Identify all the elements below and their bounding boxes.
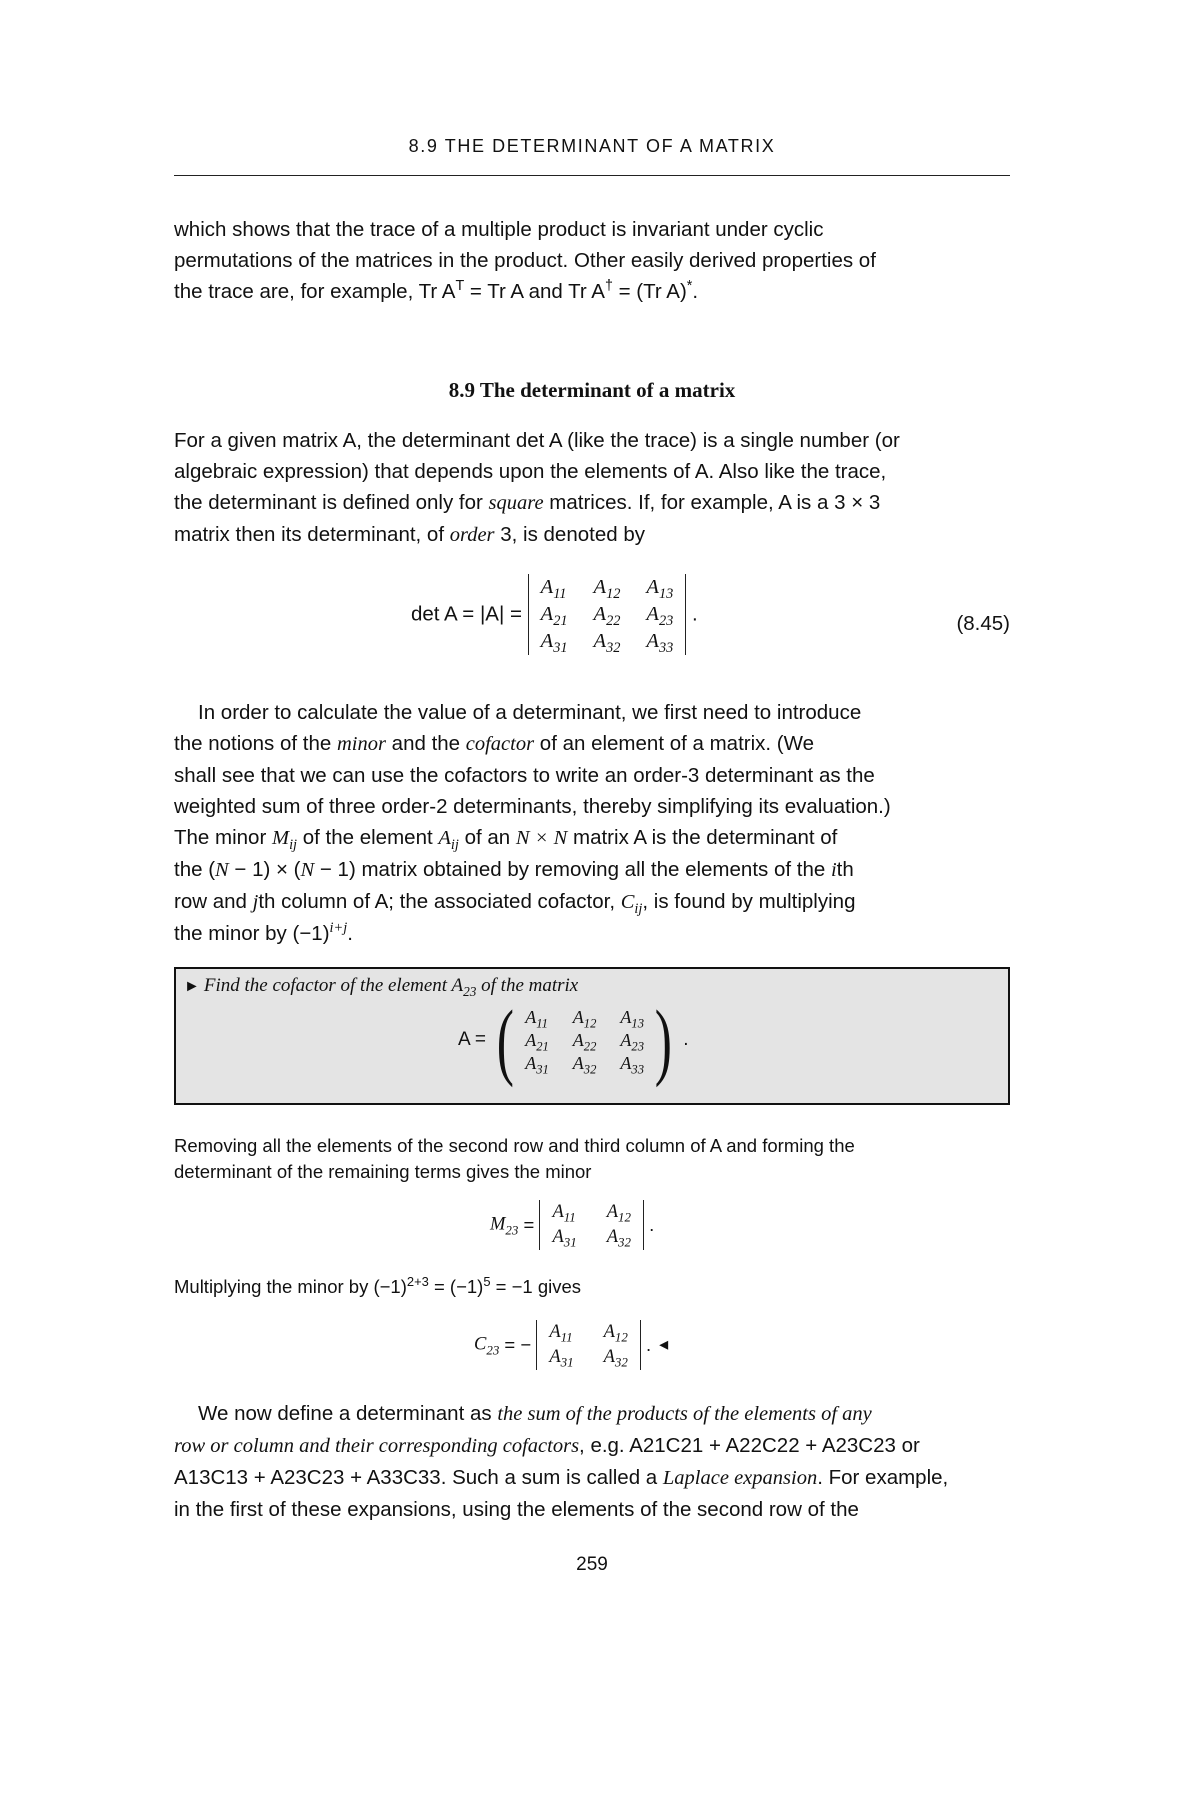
text-line: Removing all the elements of the second row and third column of A and forming the bbox=[174, 1135, 855, 1156]
worked-example-box bbox=[174, 967, 1010, 1105]
matrix-element: $A_{33}$ bbox=[620, 1052, 644, 1077]
matrix-element: $A_{23}$ bbox=[646, 603, 674, 630]
equation-number: (8.45) bbox=[956, 612, 1010, 635]
matrix-element: $A_{12}$ bbox=[606, 1202, 631, 1225]
text-line: in the first of these expansions, using the elements of the second row of the bbox=[174, 1498, 859, 1521]
triangle-right-icon: ► bbox=[184, 978, 200, 995]
text-line: algebraic expression) that depends upon the elements of A. Also like the trace, bbox=[174, 460, 887, 483]
matrix-element: $A_{31}$ bbox=[525, 1052, 549, 1077]
matrix-element: $A_{23}$ bbox=[620, 1029, 644, 1054]
matrix-3x3 bbox=[525, 1006, 644, 1077]
solution-text-2 bbox=[174, 1274, 1010, 1300]
matrix-element: $A_{33}$ bbox=[646, 630, 674, 657]
text-line: the (N − 1) × (N − 1) matrix obtained by removing all the elements of the ith bbox=[174, 858, 854, 881]
intro-paragraph bbox=[174, 214, 1010, 307]
header-rule bbox=[174, 175, 1010, 176]
equation-lhs: det A = |A| = bbox=[411, 602, 522, 626]
matrix-element: $A_{11}$ bbox=[525, 1006, 548, 1031]
page-number: 259 bbox=[576, 1554, 608, 1575]
text-line: permutations of the matrices in the product. Other easily derived properties of bbox=[174, 249, 876, 272]
text-line: matrix then its determinant, of order 3, is denoted by bbox=[174, 523, 645, 546]
text-line: Multiplying the minor by $(-1)^{2+3} = (-1)^5 = -1$ gives bbox=[174, 1273, 582, 1297]
cofactor-equation: $C_{23}$ = − $A_{11}$ $A_{12}$ $A_{31}$ $A_{32}$ . ◄ bbox=[474, 1322, 672, 1370]
matrix-element: $A_{32}$ bbox=[603, 1347, 628, 1370]
matrix-element: $A_{22}$ bbox=[593, 603, 621, 630]
text-line: We now define a determinant as the sum of the products of the elements of any bbox=[198, 1402, 872, 1425]
text-line: shall see that we can use the cofactors to write an order-3 determinant as the bbox=[174, 764, 875, 787]
matrix-element: $A_{31}$ bbox=[540, 630, 568, 657]
matrix-element: $A_{11}$ bbox=[540, 576, 567, 603]
matrix-element: $A_{32}$ bbox=[572, 1052, 597, 1077]
matrix-element: $A_{31}$ bbox=[552, 1227, 577, 1250]
matrix-element: $A_{31}$ bbox=[549, 1347, 574, 1370]
paragraph-minor-cofactor bbox=[174, 697, 1010, 949]
text-line: A13C13 + A23C23 + A33C33. Such a sum is called a Laplace expansion. For example, bbox=[174, 1466, 949, 1489]
text-line: the determinant is defined only for square matrices. If, for example, A is a 3 × 3 bbox=[174, 491, 881, 514]
matrix-element: $A_{21}$ bbox=[540, 603, 568, 630]
text-line: row or column and their corresponding cofactors, e.g. A21C21 + A22C22 + A23C23 or bbox=[174, 1434, 920, 1457]
section-title: 8.9 The determinant of a matrix bbox=[448, 378, 736, 402]
example-matrix: A = ( $A_{11}$ $A_{12}$ $A_{13}$ $A_{21}$ $A_{22}$ $A_{23}$ $A_{31}$ $A_{32}$ $A_{33}$ ) . bbox=[458, 992, 689, 1088]
matrix-element: $A_{12}$ bbox=[603, 1322, 628, 1345]
text-line: the trace are, for example, Tr $A^T = Tr$ A and Tr A† = (Tr A)*. bbox=[174, 278, 699, 303]
text-line: The minor $M_{ij}$ of the element $A_{ij}$ of an N × N matrix A is the determinant of bbox=[174, 826, 838, 854]
matrix-element: $A_{12}$ bbox=[593, 576, 621, 603]
determinant-3x3 bbox=[528, 574, 687, 655]
paragraph-definition bbox=[174, 425, 1010, 551]
matrix-element: $A_{22}$ bbox=[572, 1029, 597, 1054]
determinant-2x2 bbox=[536, 1320, 641, 1370]
triangle-left-icon: ◄ bbox=[656, 1336, 672, 1354]
matrix-element: $A_{21}$ bbox=[525, 1029, 549, 1054]
text-line: the notions of the minor and the cofactor of an element of a matrix. (We bbox=[174, 732, 814, 755]
equation-8-45: det A = |A| = $A_{11}$ $A_{12}$ $A_{13}$ $A_{21}$ $A_{22}$ $A_{23}$ $A_{31}$ $A_{32}$ $A_{33}$ . bbox=[411, 576, 698, 657]
example-prompt: ► Find the cofactor of the element $A_{23}$ of the matrix bbox=[184, 975, 579, 999]
running-head: 8.9 THE DETERMINANT OF A MATRIX bbox=[408, 136, 776, 156]
text-line: which shows that the trace of a multiple product is invariant under cyclic bbox=[174, 218, 824, 241]
text-line: weighted sum of three order-2 determinants, thereby simplifying its evaluation.) bbox=[174, 795, 891, 818]
matrix-element: $A_{13}$ bbox=[620, 1006, 644, 1031]
right-paren: ) bbox=[654, 992, 673, 1088]
left-paren: ( bbox=[497, 992, 515, 1088]
matrix-element: $A_{32}$ bbox=[593, 630, 621, 657]
minor-equation: $M_{23}$ = $A_{11}$ $A_{12}$ $A_{31}$ $A_{32}$ . bbox=[490, 1202, 655, 1250]
matrix-element: $A_{13}$ bbox=[646, 576, 674, 603]
text-line: determinant of the remaining terms gives the minor bbox=[174, 1161, 592, 1182]
text-line: the minor by $(-1)^{i+j}$. bbox=[174, 920, 353, 945]
matrix-element: $A_{11}$ bbox=[549, 1322, 573, 1345]
paragraph-laplace bbox=[174, 1398, 1010, 1525]
solution-text bbox=[174, 1133, 1010, 1185]
matrix-element: $A_{11}$ bbox=[552, 1202, 576, 1225]
matrix-element: $A_{12}$ bbox=[572, 1006, 597, 1031]
text-line: For a given matrix A, the determinant det A (like the trace) is a single number (or bbox=[174, 429, 900, 452]
text-line: row and jth column of A; the associated cofactor, $C_{ij}$, is found by multiplying bbox=[174, 890, 856, 918]
determinant-2x2 bbox=[539, 1200, 644, 1250]
matrix-element: $A_{32}$ bbox=[606, 1227, 631, 1250]
text-line: In order to calculate the value of a determinant, we first need to introduce bbox=[198, 701, 862, 724]
